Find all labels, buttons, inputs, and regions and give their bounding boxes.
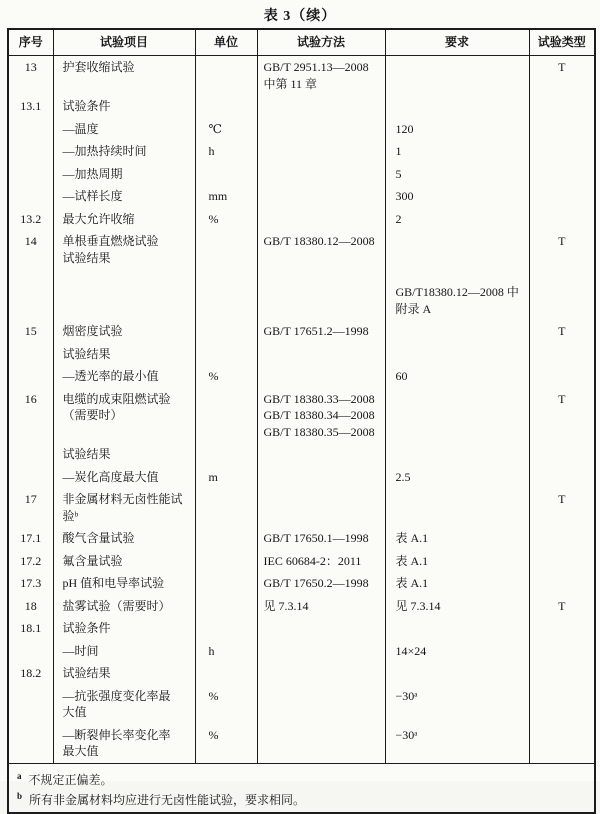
unit-cell [195,208,257,231]
unit-cell [195,640,257,663]
test-item-cell [53,662,195,685]
serial-cell [8,56,53,96]
cell-line: 试验结果 [62,346,111,361]
test-type-cell [529,685,595,724]
test-type-cell [529,281,595,320]
cell-line: 14 [24,234,37,248]
cell-line: 最大值 [62,744,99,758]
test-item-cell [53,281,195,320]
cell-line: 最大允许收缩 [62,211,135,226]
table-row [8,163,595,186]
requirement-cell [385,320,529,343]
cell-line: % [208,688,219,703]
table-row [8,281,595,320]
test-item-cell [53,550,195,573]
cell-line: GB/T 18380.12—2008 [263,234,375,248]
test-method-cell [257,662,385,685]
requirement-cell [385,488,529,527]
serial-cell [8,208,53,231]
unit-cell [195,550,257,573]
cell-line: 13.2 [20,211,42,226]
test-type-cell [529,617,595,640]
test-method-cell [257,595,385,618]
test-method-cell [257,527,385,550]
unit-cell [195,595,257,618]
serial-cell [8,269,53,281]
serial-cell [8,281,53,320]
test-type-cell [529,140,595,163]
cell-line: —加热周期 [62,166,123,181]
unit-cell [195,466,257,489]
test-method-cell [257,140,385,163]
test-item-cell [53,118,195,141]
unit-cell [195,185,257,208]
cell-line: 18 [24,598,37,613]
table-row [8,572,595,595]
test-type-cell [529,118,595,141]
table-row [8,365,595,388]
unit-cell [195,685,257,724]
unit-cell [195,95,257,118]
cell-line: 酸气含量试验 [62,531,135,545]
table-body [8,56,595,764]
test-type-cell [529,724,595,764]
cell-line: 表 A.1 [395,531,429,545]
footnote-mark: b [17,790,23,801]
test-type-cell [529,550,595,573]
cell-line: GB/T 18380.35—2008 [263,424,375,439]
cell-line: 15 [24,324,37,338]
column-header-method: 试验方法 [257,29,385,56]
table-row [8,230,595,269]
column-header-item: 试验项目 [53,29,195,56]
requirement-cell [385,527,529,550]
test-item-cell [53,724,195,764]
table-row [8,724,595,764]
unit-cell [195,56,257,96]
cell-line: —试样长度 [62,189,123,203]
cell-line: 试验条件 [62,99,111,113]
cell-line: −30ᵃ [395,727,418,742]
test-item-cell [53,572,195,595]
requirement-cell [385,343,529,366]
column-header-unit: 单位 [195,29,257,56]
serial-cell [8,640,53,663]
cell-line: 5 [395,166,402,181]
cell-line: T [558,234,566,248]
serial-cell [8,724,53,764]
test-type-cell [529,466,595,489]
column-header-type: 试验类型 [529,29,595,56]
serial-cell [8,163,53,186]
test-item-cell [53,185,195,208]
serial-cell [8,140,53,163]
cell-line: 电缆的成束阻燃试验 [62,391,171,406]
requirement-cell [385,617,529,640]
test-type-cell [529,365,595,388]
test-item-cell [53,617,195,640]
test-item-cell [53,343,195,366]
test-method-cell [257,550,385,573]
test-method-cell [257,269,385,281]
unit-cell [195,118,257,141]
cell-line: T [558,324,566,338]
footnote-mark: a [17,770,22,781]
cell-line: 单根垂直燃烧试验 [62,234,159,248]
requirement-cell [385,56,529,96]
test-method-cell [257,343,385,366]
serial-cell [8,572,53,595]
table-title: 表 3（续） [263,9,337,24]
cell-line: GB/T 17650.1—1998 [263,531,369,545]
cell-line: 试验结果 [62,666,111,680]
cell-line: 非金属材料无卤性能试 [62,492,183,506]
test-method-cell [257,685,385,724]
cell-line: h [208,144,215,158]
cell-line: 护套收缩试验 [62,60,135,74]
serial-cell [8,320,53,343]
table-row [8,662,595,685]
requirement-cell [385,163,529,186]
table-row [8,56,595,96]
cell-line: GB/T 18380.33—2008 [263,391,375,406]
test-method-cell [257,724,385,764]
cell-line: % [208,211,219,226]
table-row [8,208,595,231]
table-row [8,185,595,208]
cell-line: 试验条件 [62,621,111,635]
test-method-cell [257,572,385,595]
unit-cell [195,724,257,764]
unit-cell [195,662,257,685]
table-row [8,466,595,489]
test-item-cell [53,388,195,444]
requirement-cell [385,118,529,141]
cell-line: —透光率的最小值 [62,369,159,383]
requirement-cell [385,388,529,444]
test-method-cell [257,640,385,663]
test-method-cell [257,185,385,208]
test-type-cell [529,230,595,269]
test-method-cell [257,95,385,118]
table-row [8,95,595,118]
table-row [8,685,595,724]
cell-line: GB/T 17650.2—1998 [263,576,369,590]
test-type-cell [529,443,595,466]
test-type-cell [529,185,595,208]
serial-cell [8,230,53,269]
test-spec-table [7,28,596,814]
test-item-cell [53,140,195,163]
test-method-cell [257,320,385,343]
table-row [8,343,595,366]
cell-line: 氟含量试验 [62,553,123,568]
cell-line: 2 [395,211,402,226]
column-header-no: 序号 [8,29,53,56]
test-item-cell [53,466,195,489]
test-type-cell [529,388,595,444]
cell-line: 烟密度试验 [62,324,123,338]
cell-line: —温度 [62,121,99,136]
test-item-cell [53,95,195,118]
cell-line: T [558,60,566,74]
serial-cell [8,388,53,444]
requirement-cell [385,662,529,685]
cell-line: 2.5 [395,469,411,484]
serial-cell [8,365,53,388]
unit-cell [195,365,257,388]
cell-line: 14×24 [395,643,427,658]
cell-line: 13.1 [20,99,42,113]
requirement-cell [385,140,529,163]
unit-cell [195,140,257,163]
test-item-cell [53,527,195,550]
cell-line: —抗张强度变化率最 [62,688,171,703]
unit-cell [195,320,257,343]
cell-line: 盐雾试验（需要时） [62,598,171,613]
unit-cell [195,163,257,186]
table-row [8,488,595,527]
serial-cell [8,617,53,640]
test-method-cell [257,388,385,444]
serial-cell [8,185,53,208]
cell-line: % [208,727,219,742]
table-row [8,388,595,444]
cell-line: 17.1 [20,531,42,545]
cell-line: GB/T 18380.34—2008 [263,408,375,422]
serial-cell [8,662,53,685]
requirement-cell [385,281,529,320]
serial-cell [8,527,53,550]
unit-cell [195,488,257,527]
unit-cell [195,617,257,640]
footnote: $^a$ 不规定正偏差。 [17,770,113,787]
cell-line: 表 A.1 [395,553,429,568]
serial-cell [8,488,53,527]
cell-line: 13 [24,60,37,74]
cell-line: 1 [395,144,402,158]
cell-line: GB/T 2951.13—2008 [263,60,369,74]
test-method-cell [257,617,385,640]
unit-cell [195,527,257,550]
table-footnotes [8,763,595,813]
serial-cell [8,343,53,366]
test-method-cell [257,230,385,269]
cell-line: 16 [24,391,37,406]
cell-line: T [558,598,566,613]
test-item-cell [53,208,195,231]
test-type-cell [529,640,595,663]
requirement-cell [385,185,529,208]
serial-cell [8,443,53,466]
test-method-cell [257,466,385,489]
cell-line: —加热持续时间 [62,144,147,158]
cell-line: 见 7.3.14 [263,598,309,613]
cell-line: 18.1 [20,621,42,635]
test-type-cell [529,572,595,595]
table-row [8,550,595,573]
test-type-cell [529,95,595,118]
test-type-cell [529,662,595,685]
cell-line: pH 值和电导率试验 [62,576,165,590]
cell-line: —炭化高度最大值 [62,469,159,484]
test-item-cell [53,640,195,663]
requirement-cell [385,685,529,724]
unit-cell [195,443,257,466]
table-row [8,617,595,640]
spacer-row [8,269,595,281]
serial-cell [8,550,53,573]
test-item-cell [53,443,195,466]
table-header [8,29,595,56]
serial-cell [8,595,53,618]
cell-line: T [558,492,566,506]
cell-line: 17.3 [20,576,42,590]
serial-cell [8,466,53,489]
requirement-cell [385,640,529,663]
table-row [8,595,595,618]
test-method-cell [257,208,385,231]
requirement-cell [385,550,529,573]
test-item-cell [53,230,195,269]
test-method-cell [257,488,385,527]
requirement-cell [385,595,529,618]
requirement-cell [385,95,529,118]
test-item-cell [53,269,195,281]
cell-line: mm [208,189,228,203]
test-item-cell [53,488,195,527]
test-type-cell [529,320,595,343]
unit-cell [195,281,257,320]
header-row [8,29,595,56]
cell-line: —时间 [62,643,99,658]
cell-line: 60 [395,369,408,383]
unit-cell [195,230,257,269]
table-row [8,320,595,343]
cell-line: 试验结果 [62,447,111,461]
table-row [8,140,595,163]
cell-line: 17.2 [20,553,42,568]
test-method-cell [257,365,385,388]
column-header-req: 要求 [385,29,529,56]
test-item-cell [53,320,195,343]
requirement-cell [385,230,529,269]
test-type-cell [529,488,595,527]
table-row [8,527,595,550]
serial-cell [8,118,53,141]
test-type-cell [529,269,595,281]
test-type-cell [529,527,595,550]
cell-line: 见 7.3.14 [395,598,441,613]
cell-line: 120 [395,121,414,136]
cell-line: IEC 60684-2：2011 [263,553,362,568]
cell-line: 17 [24,492,37,506]
cell-line: （需要时） [62,408,123,422]
footnote: $^b$ 所有非金属材料均应进行无卤性能试验，要求相同。 [17,790,306,807]
requirement-cell [385,208,529,231]
test-method-cell [257,118,385,141]
unit-cell [195,343,257,366]
requirement-cell [385,466,529,489]
cell-line: GB/T 17651.2—1998 [263,324,369,338]
requirement-cell [385,365,529,388]
cell-line: ℃ [208,121,222,136]
test-method-cell [257,163,385,186]
cell-line: 大值 [62,705,87,719]
test-type-cell [529,343,595,366]
requirement-cell [385,724,529,764]
test-item-cell [53,685,195,724]
test-item-cell [53,56,195,96]
cell-line: 300 [395,189,414,203]
test-method-cell [257,281,385,320]
test-item-cell [53,595,195,618]
table-row [8,118,595,141]
requirement-cell [385,572,529,595]
test-type-cell [529,56,595,96]
test-method-cell [257,56,385,96]
footnote-cell [8,763,595,813]
cell-line: 中第 11 章 [263,76,318,91]
cell-line: 表 A.1 [395,576,429,590]
unit-cell [195,269,257,281]
requirement-cell [385,269,529,281]
test-item-cell [53,163,195,186]
requirement-cell [385,443,529,466]
cell-line: 附录 A [395,301,432,316]
test-type-cell [529,163,595,186]
cell-line: T [558,391,566,406]
cell-line: GB/T18380.12—2008 中 [395,285,519,299]
table-row [8,443,595,466]
test-item-cell [53,365,195,388]
unit-cell [195,572,257,595]
cell-line: −30ᵃ [395,688,418,703]
cell-line: 验ᵇ [62,508,79,523]
test-type-cell [529,595,595,618]
cell-line: % [208,369,219,383]
cell-line: m [208,469,218,484]
test-type-cell [529,208,595,231]
cell-line: h [208,643,215,658]
unit-cell [195,388,257,444]
cell-line: 试验结果 [62,250,111,265]
test-method-cell [257,443,385,466]
footnote-row [8,763,595,813]
serial-cell [8,95,53,118]
table-row [8,640,595,663]
cell-line: 18.2 [20,666,42,680]
serial-cell [8,685,53,724]
cell-line: —断裂伸长率变化率 [62,727,171,742]
